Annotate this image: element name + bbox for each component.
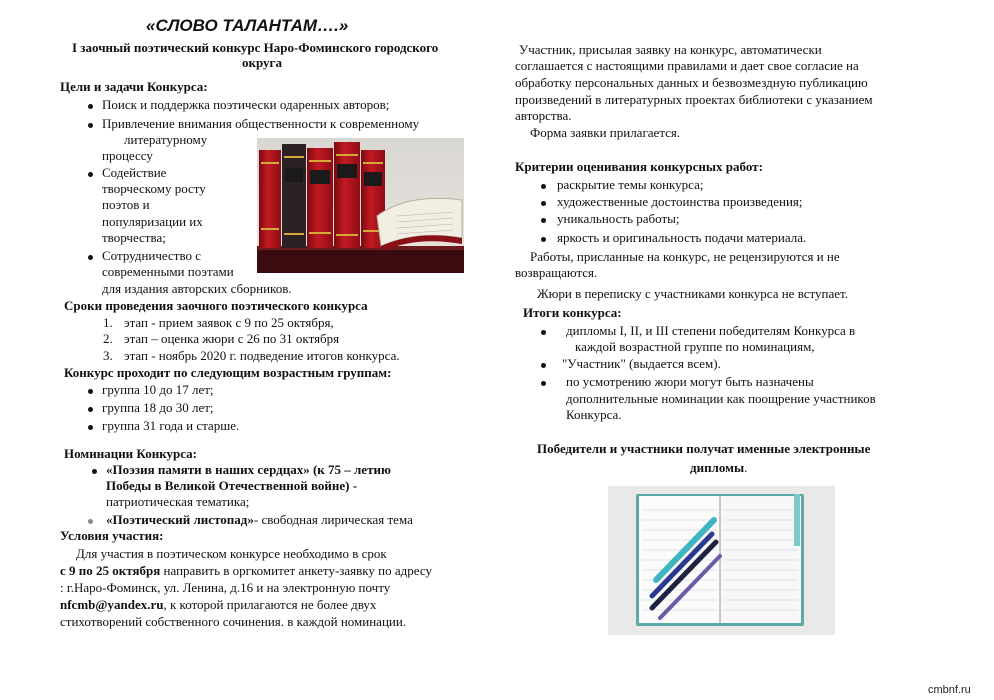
intro-line: Участник, присылая заявку на конкурс, автоматически	[519, 42, 822, 57]
bullet	[88, 255, 93, 260]
goal-item-cont: для издания авторских сборников.	[102, 281, 292, 296]
criteria-item: художественные достоинства произведения;	[557, 194, 803, 209]
criteria-heading: Критерии оценивания конкурсных работ:	[515, 159, 763, 174]
results-item-cont: дополнительные номинации как поощрение участников	[566, 391, 876, 406]
notebook-pens-illustration	[608, 486, 835, 635]
conditions-text: направить в оргкомитет анкету-заявку по адресу	[160, 563, 432, 578]
goal-item: Привлечение внимания общественности к современному	[102, 116, 420, 131]
stage-number: 3.	[103, 348, 113, 363]
terms-heading: Сроки проведения заочного поэтического конкурса	[64, 298, 368, 313]
group-item: группа 10 до 17 лет;	[102, 382, 214, 397]
nomination-2-theme: - свободная лирическая тема	[253, 512, 413, 527]
form-note: Форма заявки прилагается.	[530, 125, 681, 140]
conditions-dates: с 9 по 25 октября	[60, 563, 161, 578]
group-item: группа 18 до 30 лет;	[102, 400, 214, 415]
results-item: по усмотрению жюри могут быть назначены	[566, 374, 814, 389]
bullet	[92, 469, 97, 474]
bullet	[541, 330, 546, 335]
stage-text: этап - прием заявок с 9 по 25 октября,	[124, 315, 334, 330]
bullet	[541, 201, 546, 206]
email-link[interactable]: nfcmb@yandex.ru	[60, 597, 164, 612]
criteria-item: яркость и оригинальность подачи материала.	[557, 230, 807, 245]
group-item: группа 31 года и старше.	[102, 418, 240, 433]
bullet	[541, 381, 546, 386]
page-title: «СЛОВО ТАЛАНТАМ….»	[146, 16, 349, 35]
nomination-2	[106, 512, 413, 528]
intro-line: обработку персональных данных и безвозмездную публикацию	[515, 75, 868, 90]
intro-line: соглашается с настоящими правилами и дает свое согласие на	[515, 58, 859, 73]
goals-heading: Цели и задачи Конкурса:	[60, 79, 208, 94]
goal-item: Поиск и поддержка поэтически одаренных авторов;	[102, 97, 390, 112]
subtitle-line-1: I заочный поэтический конкурс Наро-Фоминского городского	[72, 40, 439, 55]
watermark: cmbnf.ru	[928, 684, 971, 696]
nomination-2-title: «Поэтический листопад»	[106, 512, 254, 527]
conditions-text: , к которой прилагаются не более двух	[163, 597, 377, 612]
intro-line: произведений в литературных проектах библиотеки с указанием	[515, 92, 873, 107]
bullet	[88, 389, 93, 394]
goal-item-cont: творчества;	[102, 230, 166, 245]
goal-item: Сотрудничество с	[102, 248, 202, 263]
conditions-heading: Условия участия:	[60, 528, 164, 543]
conditions-line: Для участия в поэтическом конкурсе необходимо в срок	[76, 546, 387, 561]
bullet	[541, 363, 546, 368]
goal-item-cont: современными поэтами	[102, 264, 234, 279]
winners-dot: .	[744, 460, 748, 475]
bullet	[88, 407, 93, 412]
bullet	[88, 425, 93, 430]
notebook-image	[608, 486, 835, 635]
stage-number: 1.	[103, 315, 113, 330]
stage-text: этап - ноябрь 2020 г. подведение итогов конкурса.	[124, 348, 400, 363]
intro-line: авторства.	[515, 108, 572, 123]
winners-line	[690, 460, 747, 476]
nomination-1-theme: патриотическая тематика;	[106, 494, 250, 509]
bullet	[88, 519, 93, 524]
groups-heading: Конкурс проходит по следующим возрастным группам:	[64, 365, 392, 380]
goal-item-cont: литературному	[124, 132, 208, 147]
books-image	[257, 138, 464, 273]
criteria-item: уникальность работы;	[557, 211, 680, 226]
results-heading: Итоги конкурса:	[523, 305, 622, 320]
goal-item-cont: популяризации их	[102, 214, 203, 229]
books-illustration	[257, 138, 464, 273]
subtitle-line-2: округа	[242, 55, 282, 70]
conditions-line	[60, 563, 432, 579]
goal-item-cont: процессу	[102, 148, 153, 163]
results-item: "Участник" (выдается всем).	[562, 356, 721, 371]
conditions-line: стихотворений собственного сочинения. в каждой номинации.	[60, 614, 407, 629]
criteria-item: раскрытие темы конкурса;	[557, 177, 704, 192]
note-line: Жюри в переписку с участниками конкурса не вступает.	[537, 286, 848, 301]
bullet	[88, 172, 93, 177]
bullet	[541, 218, 546, 223]
bullet	[88, 123, 93, 128]
goal-item-cont: творческому росту	[102, 181, 206, 196]
bullet	[541, 184, 546, 189]
note-line: Работы, присланные на конкурс, не рецензируются и не	[530, 249, 840, 264]
conditions-line	[60, 597, 376, 613]
winners-line: Победители и участники получат именные электронные	[537, 441, 871, 456]
nomination-1: «Поэзия памяти в наших сердцах» (к 75 – летию	[106, 462, 391, 477]
nomination-1-cont: Победы в Великой Отечественной войне) -	[106, 478, 358, 493]
results-item-cont: каждой возрастной группе по номинациям,	[575, 339, 815, 354]
bullet	[88, 104, 93, 109]
conditions-line: : г.Наро-Фоминск, ул. Ленина, д.16 и на электронную почту	[60, 580, 391, 595]
stage-text: этап – оценка жюри с 26 по 31 октября	[124, 331, 340, 346]
bullet	[541, 237, 546, 242]
winners-text: дипломы	[690, 460, 745, 475]
results-item: дипломы I, II, и III степени победителям Конкурса в	[566, 323, 856, 338]
note-line: возвращаются.	[515, 265, 598, 280]
goal-item-cont: поэтов и	[102, 197, 150, 212]
goal-item: Содействие	[102, 165, 167, 180]
nominations-heading: Номинации Конкурса:	[64, 446, 197, 461]
stage-number: 2.	[103, 331, 113, 346]
results-item-cont: Конкурса.	[566, 407, 622, 422]
